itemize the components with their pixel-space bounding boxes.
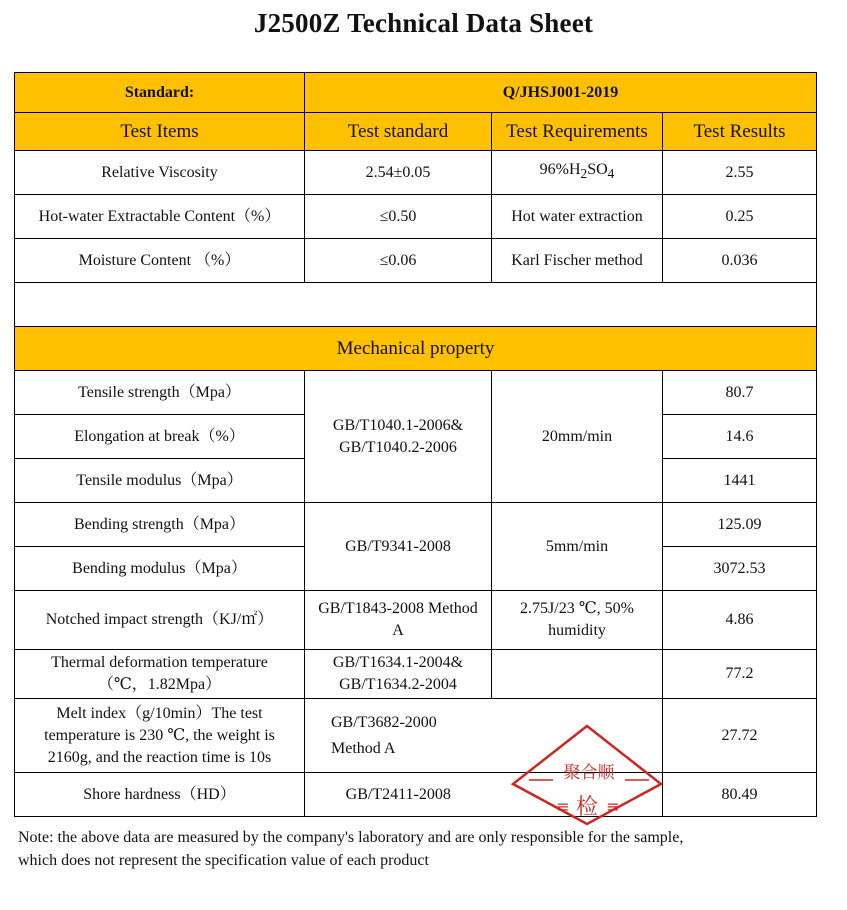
item-cell: Tensile modulus（Mpa）: [15, 459, 305, 503]
item-cell: Hot-water Extractable Content（%）: [15, 195, 305, 239]
item-cell: [15, 699, 305, 773]
item-line: Thermal deformation temperature: [51, 654, 268, 671]
item-line: （℃，1.82Mpa）: [97, 676, 222, 693]
table-row: [15, 650, 817, 699]
result-cell: 27.72: [663, 699, 817, 773]
item-cell: Elongation at break（%）: [15, 415, 305, 459]
col-test-standard: Test standard: [305, 113, 492, 151]
item-cell: Notched impact strength（KJ/㎡）: [15, 591, 305, 650]
item-cell: [15, 650, 305, 699]
table-row: [15, 239, 817, 283]
stamp-mark: ≡: [606, 797, 620, 816]
standard-line: GB/T1040.1-2006&: [332, 416, 464, 434]
item-cell: Tensile strength（Mpa）: [15, 371, 305, 415]
requirement-cell: 20mm/min: [492, 371, 663, 503]
result-cell: 4.86: [663, 591, 817, 650]
column-header-row: [15, 113, 817, 151]
data-sheet-table: [14, 72, 817, 817]
standard-cell: [305, 371, 492, 503]
requirement-cell: [492, 591, 663, 650]
item-cell: Bending strength（Mpa）: [15, 503, 305, 547]
result-cell: 80.49: [663, 773, 817, 817]
standard-cell: GB/T9341-2008: [305, 503, 492, 591]
standard-cell: [305, 699, 492, 773]
result-cell: 2.55: [663, 151, 817, 195]
requirement-cell: Hot water extraction: [492, 195, 663, 239]
item-line: temperature is 230 ℃, the weight is: [44, 726, 275, 744]
table-row: [15, 371, 817, 415]
table-row: [15, 699, 817, 773]
page-title: J2500Z Technical Data Sheet: [253, 8, 594, 38]
formula-subscript: 4: [607, 166, 615, 182]
result-cell: 125.09: [663, 503, 817, 547]
standard-cell: [305, 591, 492, 650]
footnote-line: which does not represent the specification value of each product: [18, 852, 429, 869]
item-line: Melt index（g/10min）The test: [56, 704, 263, 722]
standard-line: GB/T1634.1-2004&: [332, 654, 464, 671]
item-line: 2160g, and the reaction time is 10s: [47, 748, 272, 766]
standard-cell: [305, 650, 492, 699]
section-header-row: [15, 327, 817, 371]
stamp-text: 检: [575, 795, 599, 820]
result-cell: 77.2: [663, 650, 817, 699]
col-test-results: Test Results: [663, 113, 817, 151]
standard-value: Q/JHSJ001-2019: [305, 73, 817, 113]
requirement-cell: [492, 773, 663, 817]
table-row: [15, 195, 817, 239]
formula-text: 96%H: [539, 161, 581, 179]
requirement-line: humidity: [548, 622, 606, 639]
result-cell: 80.7: [663, 371, 817, 415]
footnote: [18, 826, 818, 872]
standard-line: GB/T3682-2000: [331, 713, 437, 731]
standard-line: GB/T1040.2-2006: [339, 438, 457, 456]
standard-cell: GB/T2411-2008: [305, 773, 492, 817]
standard-line: GB/T1843-2008 Method: [318, 600, 478, 617]
item-cell: Bending modulus（Mpa）: [15, 547, 305, 591]
requirement-cell: [492, 151, 663, 195]
empty-cell: [15, 283, 817, 327]
result-cell: 14.6: [663, 415, 817, 459]
col-test-requirements: Test Requirements: [492, 113, 663, 151]
standard-row: [15, 73, 817, 113]
table-row: [15, 503, 817, 547]
requirement-line: 2.75J/23 ℃, 50%: [520, 600, 634, 617]
standard-cell: ≤0.50: [305, 195, 492, 239]
item-cell: Shore hardness（HD）: [15, 773, 305, 817]
mechanical-property-header: Mechanical property: [15, 327, 817, 371]
formula-text: SO: [587, 161, 608, 179]
standard-line: GB/T1634.2-2004: [339, 676, 457, 693]
table-row: [15, 591, 817, 650]
result-cell: 3072.53: [663, 547, 817, 591]
table-row: [15, 773, 817, 817]
requirement-cell: Karl Fischer method: [492, 239, 663, 283]
footnote-line: Note: the above data are measured by the company's laboratory and are only responsible for the sample,: [18, 829, 684, 846]
result-cell: 0.25: [663, 195, 817, 239]
standard-line: A: [392, 622, 404, 639]
spacer-row: [15, 283, 817, 327]
stamp-mark: ≡: [556, 797, 570, 816]
item-cell: Relative Viscosity: [15, 151, 305, 195]
requirement-cell: 5mm/min: [492, 503, 663, 591]
col-test-items: Test Items: [15, 113, 305, 151]
standard-cell: ≤0.06: [305, 239, 492, 283]
stamp-text: 聚合顺: [563, 763, 615, 783]
formula-subscript: 2: [580, 166, 588, 182]
result-cell: 0.036: [663, 239, 817, 283]
requirement-cell: [492, 650, 663, 699]
result-cell: 1441: [663, 459, 817, 503]
table-row: [15, 151, 817, 195]
item-cell: Moisture Content （%）: [15, 239, 305, 283]
standard-line: Method A: [331, 739, 396, 757]
requirement-cell: [492, 699, 663, 773]
standard-label: Standard:: [15, 73, 305, 113]
standard-cell: 2.54±0.05: [305, 151, 492, 195]
